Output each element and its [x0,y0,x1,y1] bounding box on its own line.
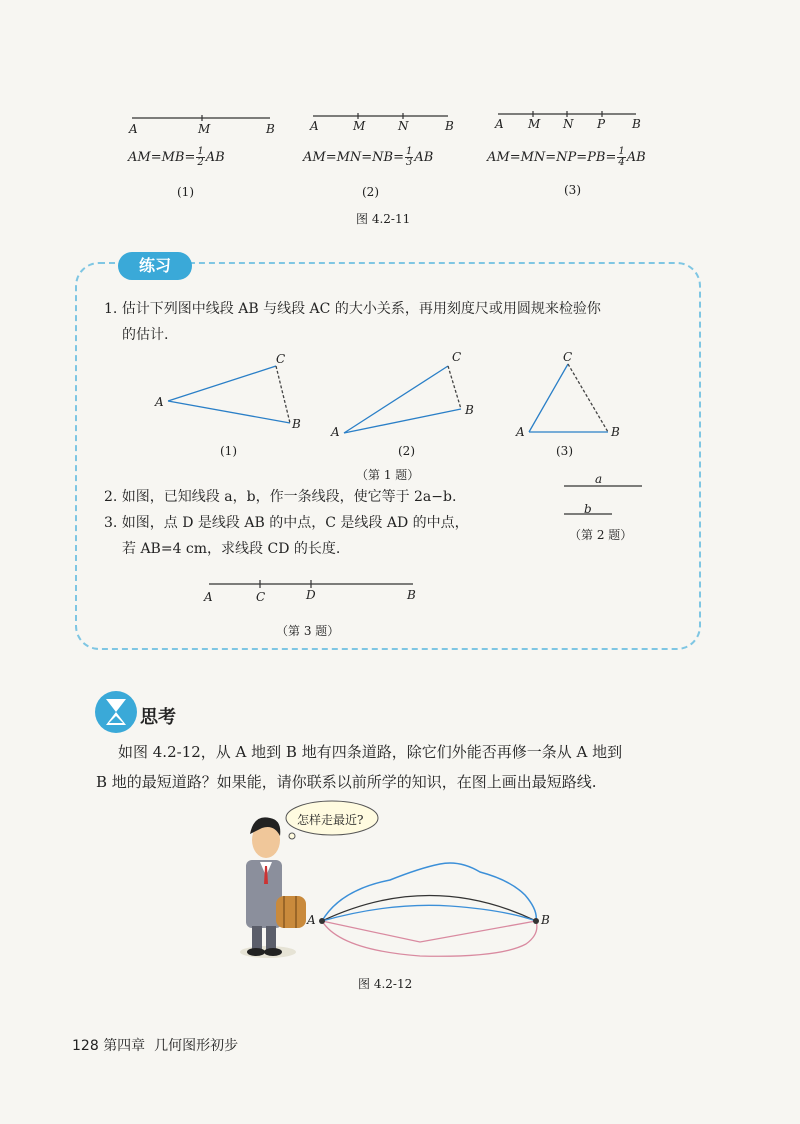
figure-caption: 图 4.2-11 [356,212,411,226]
question-1-caption: （第 1 题） [356,468,420,482]
triangle-figures [0,340,800,450]
point-label: A [204,590,213,604]
point-label: M [528,117,541,131]
figure-caption: 图 4.2-12 [358,977,413,991]
point-label: C [563,350,573,364]
point-label: C [256,590,266,604]
point-label: A [310,119,319,133]
question-1-line-1: 1. 估计下列图中线段 AB 与线段 AC 的大小关系，再用刻度尺或用圆规来检验你 [104,301,601,317]
point-label: C [276,352,286,366]
point-label: M [353,119,366,133]
segment-1 [132,115,270,121]
panel-label: (2) [362,185,379,199]
question-1-line-2: 的估计. [122,327,169,343]
triangle-label: (2) [398,444,415,458]
point-b-label: B [541,913,550,927]
point-label: B [611,425,620,439]
point-label: D [306,588,316,602]
segment-a-label: a [595,472,603,486]
chapter-label: 第四章 [103,1038,146,1054]
question-3-line-2: 若 AB=4 cm，求线段 CD 的长度. [122,541,341,557]
point-label: A [155,395,164,409]
point-label: C [452,350,462,364]
point-label: M [198,122,211,136]
page-number: 128 [72,1038,99,1054]
point-label: A [495,117,504,131]
point-label: B [292,417,301,431]
point-label: B [407,588,416,602]
triangle-1 [168,366,290,423]
thought-bubble-text: 怎样走最近? [297,813,364,827]
chapter-title: 几何图形初步 [154,1038,239,1054]
point-label: A [129,122,138,136]
point-label: A [331,425,340,439]
point-label: P [597,117,606,131]
q2-segments [560,480,650,520]
point-a-label: A [307,913,316,927]
hourglass-icon [94,690,138,734]
panel-label: (3) [564,183,581,197]
practice-title: 练习 [118,252,192,280]
point-label: B [465,403,474,417]
equation-2: AM=MN=NB= $\frac{1}{3}$ AB [303,146,434,168]
segment-2 [313,113,448,119]
page-footer [72,1035,238,1055]
point-label: B [445,119,454,133]
point-label: B [266,122,275,136]
equation-1: AM=MB= $\frac{1}{2}$ AB [128,146,225,168]
triangle-3 [529,364,608,432]
triangle-2 [344,366,461,433]
triangle-label: (3) [556,444,573,458]
roads-figure [300,850,560,965]
question-3-line-1: 3. 如图，点 D 是线段 AB 的中点，C 是线段 AD 的中点， [104,515,469,531]
segment-b-label: b [584,502,592,516]
question-2-caption: （第 2 题） [569,528,633,542]
point-label: A [516,425,525,439]
equation-3: AM=MN=NP=PB= $\frac{1}{4}$ AB [487,146,646,168]
panel-label: (1) [177,185,194,199]
think-title: 思考 [140,707,176,728]
question-2: 2. 如图，已知线段 a，b，作一条线段，使它等于 2a−b. [104,489,457,505]
point-label: B [632,117,641,131]
point-label: N [398,119,409,133]
think-paragraph: 如图 4.2-12，从 A 地到 B 地有四条道路，除它们外能否再修一条从 A 地到 B 地的最短道路？如果能，请你联系以前所学的知识，在图上画出最短路线. [96,743,623,791]
point-label: N [563,117,574,131]
triangle-label: (1) [220,444,237,458]
question-3-caption: （第 3 题） [276,624,340,638]
